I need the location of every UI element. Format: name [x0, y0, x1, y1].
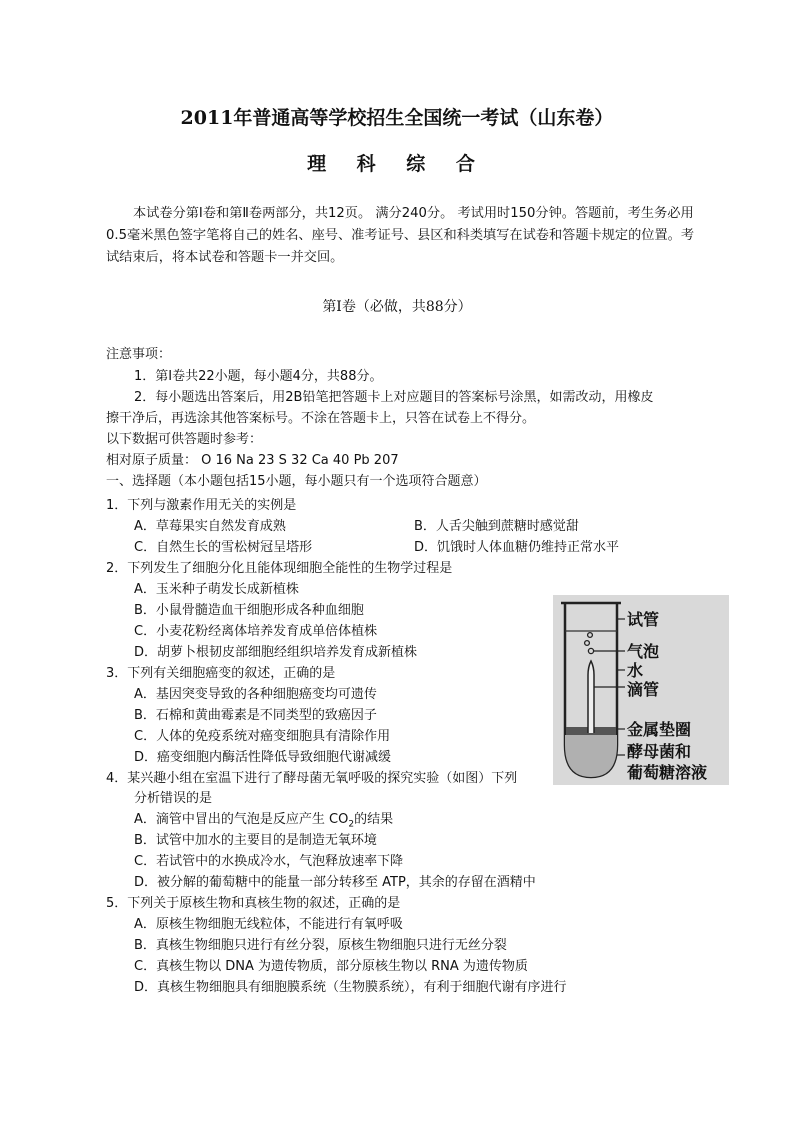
q1-option-c: C．自然生长的雪松树冠呈塔形	[134, 540, 313, 555]
bubble	[588, 633, 593, 638]
q5-option-a: A．原核生物细胞无线粒体，不能进行有氧呼吸	[134, 917, 403, 932]
bubble	[585, 641, 590, 646]
q1-option-b: B．人舌尖触到蔗糖时感觉甜	[414, 519, 579, 534]
label-metal-washer: 金属垫圈	[627, 720, 692, 739]
q1-option-d: D．饥饿时人体血糖仍维持正常水平	[414, 540, 620, 555]
intro-paragraph	[106, 203, 706, 269]
q2-option-c: C．小麦花粉经离体培养发育成单倍体植株	[134, 624, 378, 639]
atomic-mass-line: 相对原子质量： O 16 Na 23 S 32 Ca 40 Pb 207	[106, 453, 399, 468]
bubble	[588, 648, 593, 653]
q4-option-b: B．试管中加水的主要目的是制造无氧环境	[134, 833, 377, 848]
q5-stem: 5．下列关于原核生物和真核生物的叙述，正确的是	[106, 896, 401, 911]
label-bubble: 气泡	[627, 642, 660, 661]
experiment-figure	[553, 595, 729, 785]
q4-option-d: D．被分解的葡萄糖中的能量一部分转移至 ATP，其余的存留在酒精中	[134, 875, 536, 890]
dropper	[588, 661, 594, 733]
label-glucose-solution: 葡萄糖溶液	[627, 763, 708, 782]
q4-option-c: C．若试管中的水换成冷水，气泡释放速率下降	[134, 854, 404, 869]
label-test-tube: 试管	[627, 610, 660, 629]
q4-stem-line-1: 4．某兴趣小组在室温下进行了酵母菌无氧呼吸的探究实验（如图）下列	[106, 771, 518, 786]
notes-heading: 注意事项：	[106, 347, 172, 362]
q4-option-a-text-end: 的结果	[354, 812, 394, 827]
q1-stem: 1．下列与激素作用无关的实例是	[106, 498, 297, 513]
intro-text: 本试卷分第Ⅰ卷和第Ⅱ卷两部分，共12页。 满分240分。 考试用时150分钟。答题前，考生务必用0.5毫米黑色签字笔将自己的姓名、座号、准考证号、县区和科类填写在试卷和答题卡规定的位置。考试结束后，将本试卷和答题卡一并交回。	[106, 206, 695, 265]
q4-option-a-text: A．滴管中冒出的气泡是反应产生 CO	[134, 812, 349, 827]
q2-option-d: D．胡萝卜根韧皮部细胞经组织培养发育成新植株	[134, 645, 418, 660]
q3-option-c: C．人体的免疫系统对癌变细胞具有清除作用	[134, 729, 391, 744]
q5-option-d: D．真核生物细胞具有细胞膜系统（生物膜系统），有利于细胞代谢有序进行	[134, 980, 567, 995]
q1-option-a: A．草莓果实自然发育成熟	[134, 519, 286, 534]
q2-stem: 2．下列发生了细胞分化且能体现细胞全能性的生物学过程是	[106, 561, 453, 576]
test-tube-diagram	[553, 595, 729, 785]
q4-option-a-subscript: 2	[348, 819, 355, 830]
part-title: 第Ⅰ卷（必做，共88分）	[322, 299, 472, 315]
q4-option-a	[134, 808, 393, 830]
q5-option-b: B．真核生物细胞只进行有丝分裂，原核生物细胞只进行无丝分裂	[134, 938, 507, 953]
q3-option-b: B．石棉和黄曲霉素是不同类型的致癌因子	[134, 708, 377, 723]
notes-item-2-line-1: 2．每小题选出答案后，用2B铅笔把答题卡上对应题目的答案标号涂黑，如需改动，用橡皮	[134, 390, 654, 405]
q3-option-a: A．基因突变导致的各种细胞癌变均可遗传	[134, 687, 377, 702]
label-dropper: 滴管	[627, 680, 660, 699]
notes-item-2-line-2: 擦干净后，再选涂其他答案标号。不涂在答题卡上，只答在试卷上不得分。	[106, 411, 536, 426]
q2-option-b: B．小鼠骨髓造血干细胞形成各种血细胞	[134, 603, 364, 618]
q3-stem: 3．下列有关细胞癌变的叙述，正确的是	[106, 666, 336, 681]
label-yeast: 酵母菌和	[627, 742, 692, 761]
exam-title: 2011年普通高等学校招生全国统一考试（山东卷）	[180, 107, 614, 129]
reference-data-line: 以下数据可供答题时参考：	[106, 432, 263, 447]
section-1-heading: 一、选择题（本小题包括15小题，每小题只有一个选项符合题意）	[106, 474, 487, 489]
q3-option-d: D．癌变细胞内酶活性降低导致细胞代谢减缓	[134, 750, 392, 765]
label-water: 水	[627, 661, 644, 680]
q2-option-a: A．玉米种子萌发长成新植株	[134, 582, 299, 597]
exam-subtitle: 理 科 综 合	[307, 153, 487, 175]
q5-option-c: C．真核生物以 DNA 为遗传物质，部分原核生物以 RNA 为遗传物质	[134, 959, 528, 974]
notes-item-1: 1．第Ⅰ卷共22小题，每小题4分，共88分。	[134, 369, 383, 384]
q4-stem-line-2: 分析错误的是	[134, 791, 213, 806]
